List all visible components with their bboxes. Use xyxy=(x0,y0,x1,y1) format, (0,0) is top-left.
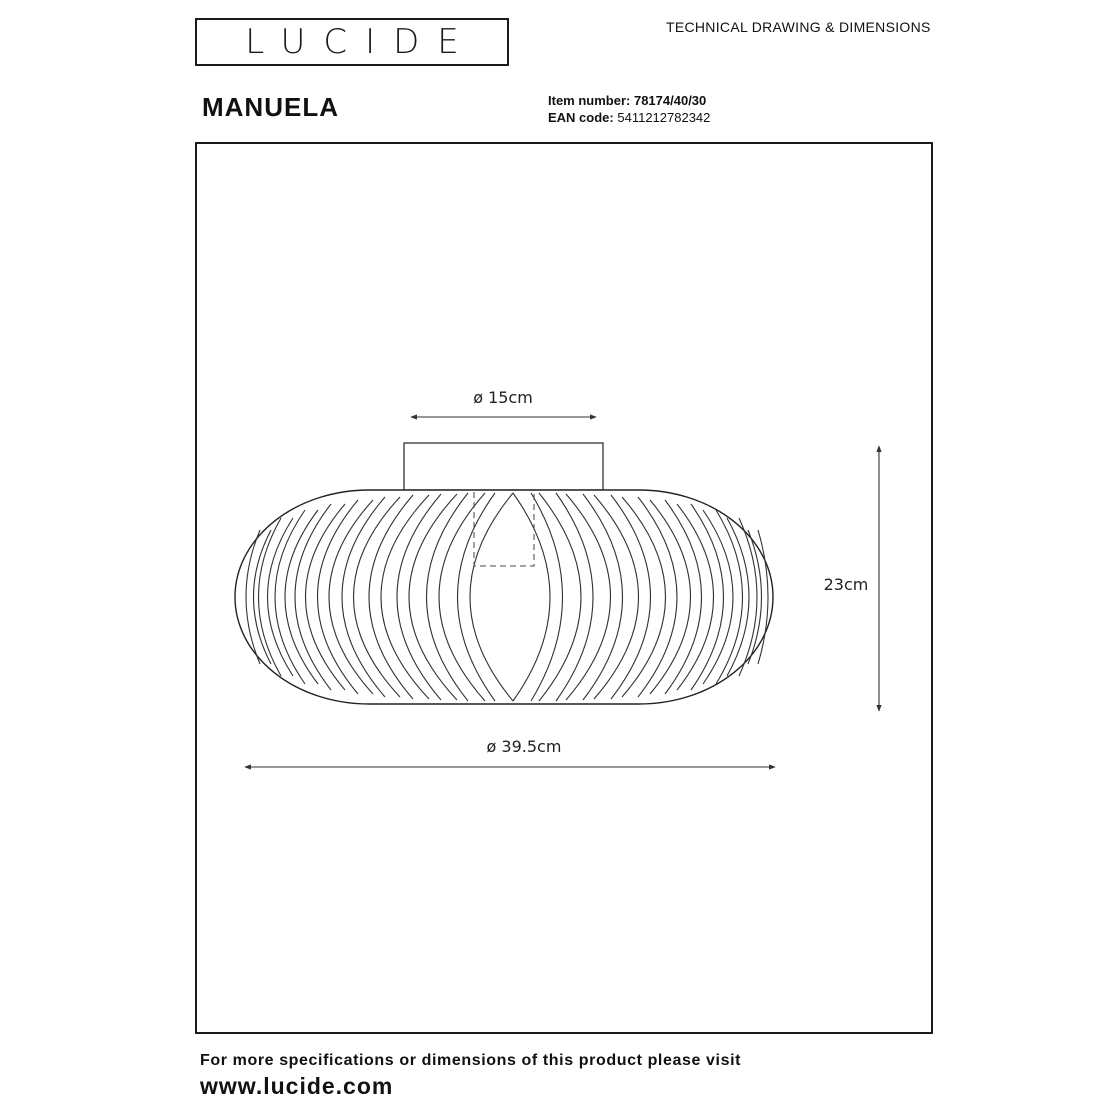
height-label: 23cm xyxy=(823,575,869,594)
product-name: MANUELA xyxy=(202,92,339,122)
item-number-value: 78174/40/30 xyxy=(633,93,707,108)
shade-diameter-label: ø 39.5cm xyxy=(486,737,562,756)
item-number-label: Item number: xyxy=(548,93,631,108)
technical-drawing xyxy=(195,142,933,1034)
document-type: TECHNICAL DRAWING & DIMENSIONS xyxy=(666,19,931,35)
item-number-row xyxy=(548,92,710,109)
shade-outline xyxy=(235,490,773,704)
canopy-diameter-label: ø 15cm xyxy=(473,388,533,407)
ean-row xyxy=(548,109,710,126)
brand-logo xyxy=(195,18,509,66)
canopy-outline xyxy=(404,443,603,490)
brand-logo-text: LUCIDE xyxy=(245,22,477,62)
ean-label: EAN code: xyxy=(548,110,614,125)
website-link[interactable]: www.lucide.com xyxy=(200,1073,394,1099)
footer-note: For more specifications or dimensions of this product please visit xyxy=(200,1052,742,1069)
ean-value: 5411212782342 xyxy=(617,110,711,125)
product-meta xyxy=(548,92,710,126)
